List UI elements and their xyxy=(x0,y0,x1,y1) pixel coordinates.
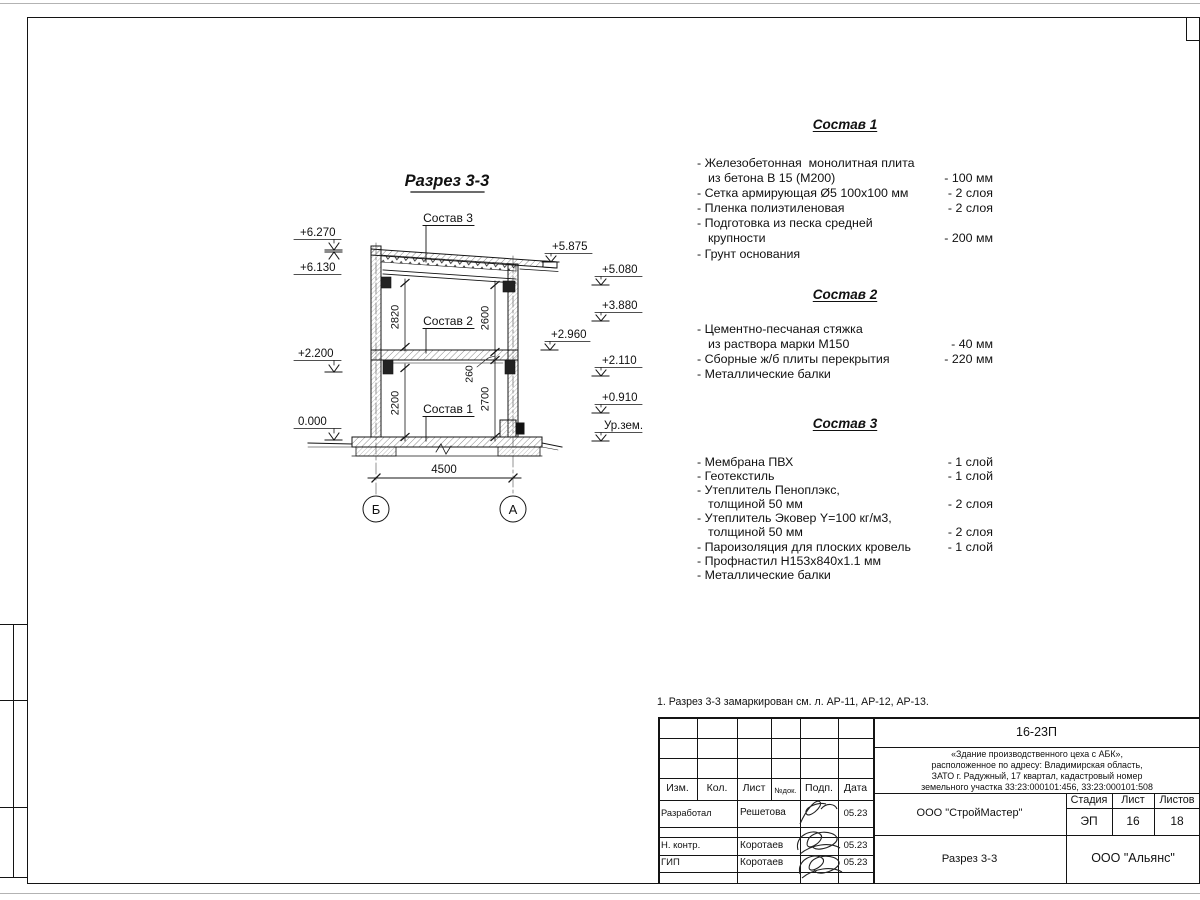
tb-col-kol: Кол. xyxy=(706,782,728,794)
roof xyxy=(371,249,558,292)
tb-col-list: Лист xyxy=(742,782,766,794)
sostav3-title: Состав 3 xyxy=(812,416,878,431)
dim-2200: 2200 xyxy=(389,390,402,416)
leader-sostav1: Состав 1 xyxy=(423,402,473,416)
tb-row3-name: Коротаев xyxy=(740,857,784,868)
axis-bubbles xyxy=(363,496,526,522)
tb-company: ООО "Альянс" xyxy=(1091,851,1175,865)
signature xyxy=(790,826,846,880)
tb-line xyxy=(1066,808,1200,809)
tb-sheet-value: 16 xyxy=(1126,814,1140,828)
side-stamp-line xyxy=(13,624,14,877)
list-item: - Пленка полиэтиленовая - 2 слоя xyxy=(697,201,993,216)
sostav2-title: Состав 2 xyxy=(812,287,878,302)
tb-line xyxy=(658,738,873,739)
tb-project-line: земельного участка 33:23:000101:456, 33:23:000101:508 xyxy=(921,782,1153,792)
mid-slab xyxy=(371,350,518,374)
list-item: толщиной 50 мм - 2 слоя xyxy=(708,525,993,540)
elevation-mark-icon xyxy=(545,344,555,350)
tb-row2-date: 05.23 xyxy=(843,840,868,851)
dim-2700: 2700 xyxy=(479,386,492,412)
list-item: - Металлические балки xyxy=(697,567,831,582)
tb-row3-role: ГИП xyxy=(661,857,680,868)
list-item: - Грунт основания xyxy=(697,246,801,261)
list-item: из раствора марки М150 - 40 мм xyxy=(708,337,993,352)
tb-col-ndoc: №док. xyxy=(774,786,797,795)
elevation-label: +2.110 xyxy=(602,355,637,367)
list-item: - Утеплитель Эковер Y=100 кг/м3, xyxy=(697,511,892,526)
tb-stage-label: Стадия xyxy=(1070,794,1108,806)
tb-col-izm: Изм. xyxy=(666,782,689,794)
tb-doc-number: 16-23П xyxy=(1016,725,1057,739)
tb-row2-role: Н. контр. xyxy=(661,840,701,851)
tb-row3-date: 05.23 xyxy=(843,857,868,868)
tb-stage-value: ЭП xyxy=(1080,814,1098,828)
tb-line xyxy=(658,800,873,801)
elevation-mark-icon xyxy=(329,252,339,259)
paper-edge-bottom xyxy=(0,893,1200,894)
dim-260: 260 xyxy=(463,365,476,383)
note-text: 1. Разрез 3-3 замаркирован см. л. АР-11, АР-12, АР-13. xyxy=(657,696,929,708)
tb-project-line: расположенное по адресу: Владимирская область, xyxy=(931,760,1143,770)
axis-label-a: А xyxy=(508,502,518,517)
tb-row1-role: Разработал xyxy=(661,808,712,818)
tb-sheet-label: Лист xyxy=(1121,794,1145,806)
dim-2820: 2820 xyxy=(389,304,402,330)
list-item: из бетона В 15 (М200) - 100 мм xyxy=(708,171,993,186)
tb-line xyxy=(873,835,1200,836)
elevation-label: +5.875 xyxy=(552,241,588,253)
tb-project-line: «Здание производственного цеха с АБК», xyxy=(951,749,1123,759)
tb-line xyxy=(658,778,873,779)
sostav1-title: Состав 1 xyxy=(812,117,878,132)
elevation-label: +0.910 xyxy=(602,392,638,404)
tb-line xyxy=(1066,793,1067,884)
list-item: - Подготовка из песка средней xyxy=(697,216,873,231)
tb-line xyxy=(873,747,1200,748)
elevation-mark-icon xyxy=(596,370,606,376)
elevation-mark-icon xyxy=(329,243,339,250)
tb-line xyxy=(737,717,738,884)
elevation-mark-icon xyxy=(596,435,606,441)
elevation-label: +3.880 xyxy=(602,300,638,312)
tb-line xyxy=(658,717,1200,719)
elevation-label: +6.270 xyxy=(300,227,336,239)
sostav3-list xyxy=(697,455,993,582)
elevation-mark-icon xyxy=(329,433,339,440)
elevation-label: Ур.зем. xyxy=(604,420,644,432)
elevation-label: +5.080 xyxy=(602,264,638,276)
elevation-mark-icon xyxy=(596,407,606,413)
ground-slab xyxy=(308,420,562,456)
dim-2600: 2600 xyxy=(479,305,492,331)
axis-label-b: Б xyxy=(371,502,381,517)
span-dimension xyxy=(368,464,521,482)
tb-col-data: Дата xyxy=(843,782,868,794)
list-item: - Железобетонная монолитная плита xyxy=(697,156,915,170)
tb-sheets-value: 18 xyxy=(1170,814,1184,828)
tb-sheets-label: Листов xyxy=(1159,794,1195,806)
signature xyxy=(796,792,840,830)
tb-line xyxy=(658,758,873,759)
list-item: толщиной 50 мм - 2 слоя xyxy=(708,497,993,512)
list-item: - Сетка армирующая Ø5 100х100 мм - 2 слоя xyxy=(697,186,993,201)
elevation-mark-icon xyxy=(596,279,606,285)
list-item: - Сборные ж/б плиты перекрытия - 220 мм xyxy=(697,352,993,367)
list-item: - Пароизоляция для плоских кровель - 1 слой xyxy=(697,539,993,554)
dim-4500: 4500 xyxy=(431,464,457,476)
leader-sostav3: Состав 3 xyxy=(423,211,473,225)
tb-col-podp: Подп. xyxy=(805,782,833,794)
elevation-label: +2.960 xyxy=(551,329,587,341)
list-item: - Утеплитель Пеноплэкс, xyxy=(697,483,840,498)
sostav2-list xyxy=(697,322,993,382)
list-item: - Геотекстиль - 1 слой xyxy=(697,469,993,484)
elevation-label: +2.200 xyxy=(298,348,334,360)
elevation-mark-icon xyxy=(596,315,606,321)
tb-contractor: ООО "СтройМастер" xyxy=(916,807,1023,819)
leader-sostav2: Состав 2 xyxy=(423,314,473,328)
tb-row2-name: Коротаев xyxy=(740,840,784,851)
list-item: - Металлические балки xyxy=(697,367,831,382)
tb-row1-name: Решетова xyxy=(740,807,786,818)
side-stamp-line xyxy=(0,877,27,878)
elevation-mark-icon xyxy=(329,365,339,372)
sostav1-list xyxy=(697,156,993,262)
list-item: - Профнастил Н153х840х1.1 мм xyxy=(697,553,882,568)
tb-doc-title: Разрез 3-3 xyxy=(941,853,998,865)
leaders xyxy=(423,211,474,441)
list-item: - Мембрана ПВХ - 1 слой xyxy=(697,455,993,469)
list-item: - Цементно-песчаная стяжка xyxy=(697,322,863,336)
list-item: крупности - 200 мм xyxy=(708,231,993,246)
frame-corner-box xyxy=(1186,18,1200,41)
drawing-title: Разрез 3-3 xyxy=(404,172,490,190)
tb-project-line: ЗАТО г. Радужный, 17 квартал, кадастровый номер xyxy=(931,771,1143,781)
elevation-label: 0.000 xyxy=(298,416,327,428)
section-drawing xyxy=(270,165,690,555)
tb-row1-date: 05.23 xyxy=(843,808,868,819)
paper-edge-top xyxy=(0,3,1200,4)
elevation-label: +6.130 xyxy=(300,262,336,274)
